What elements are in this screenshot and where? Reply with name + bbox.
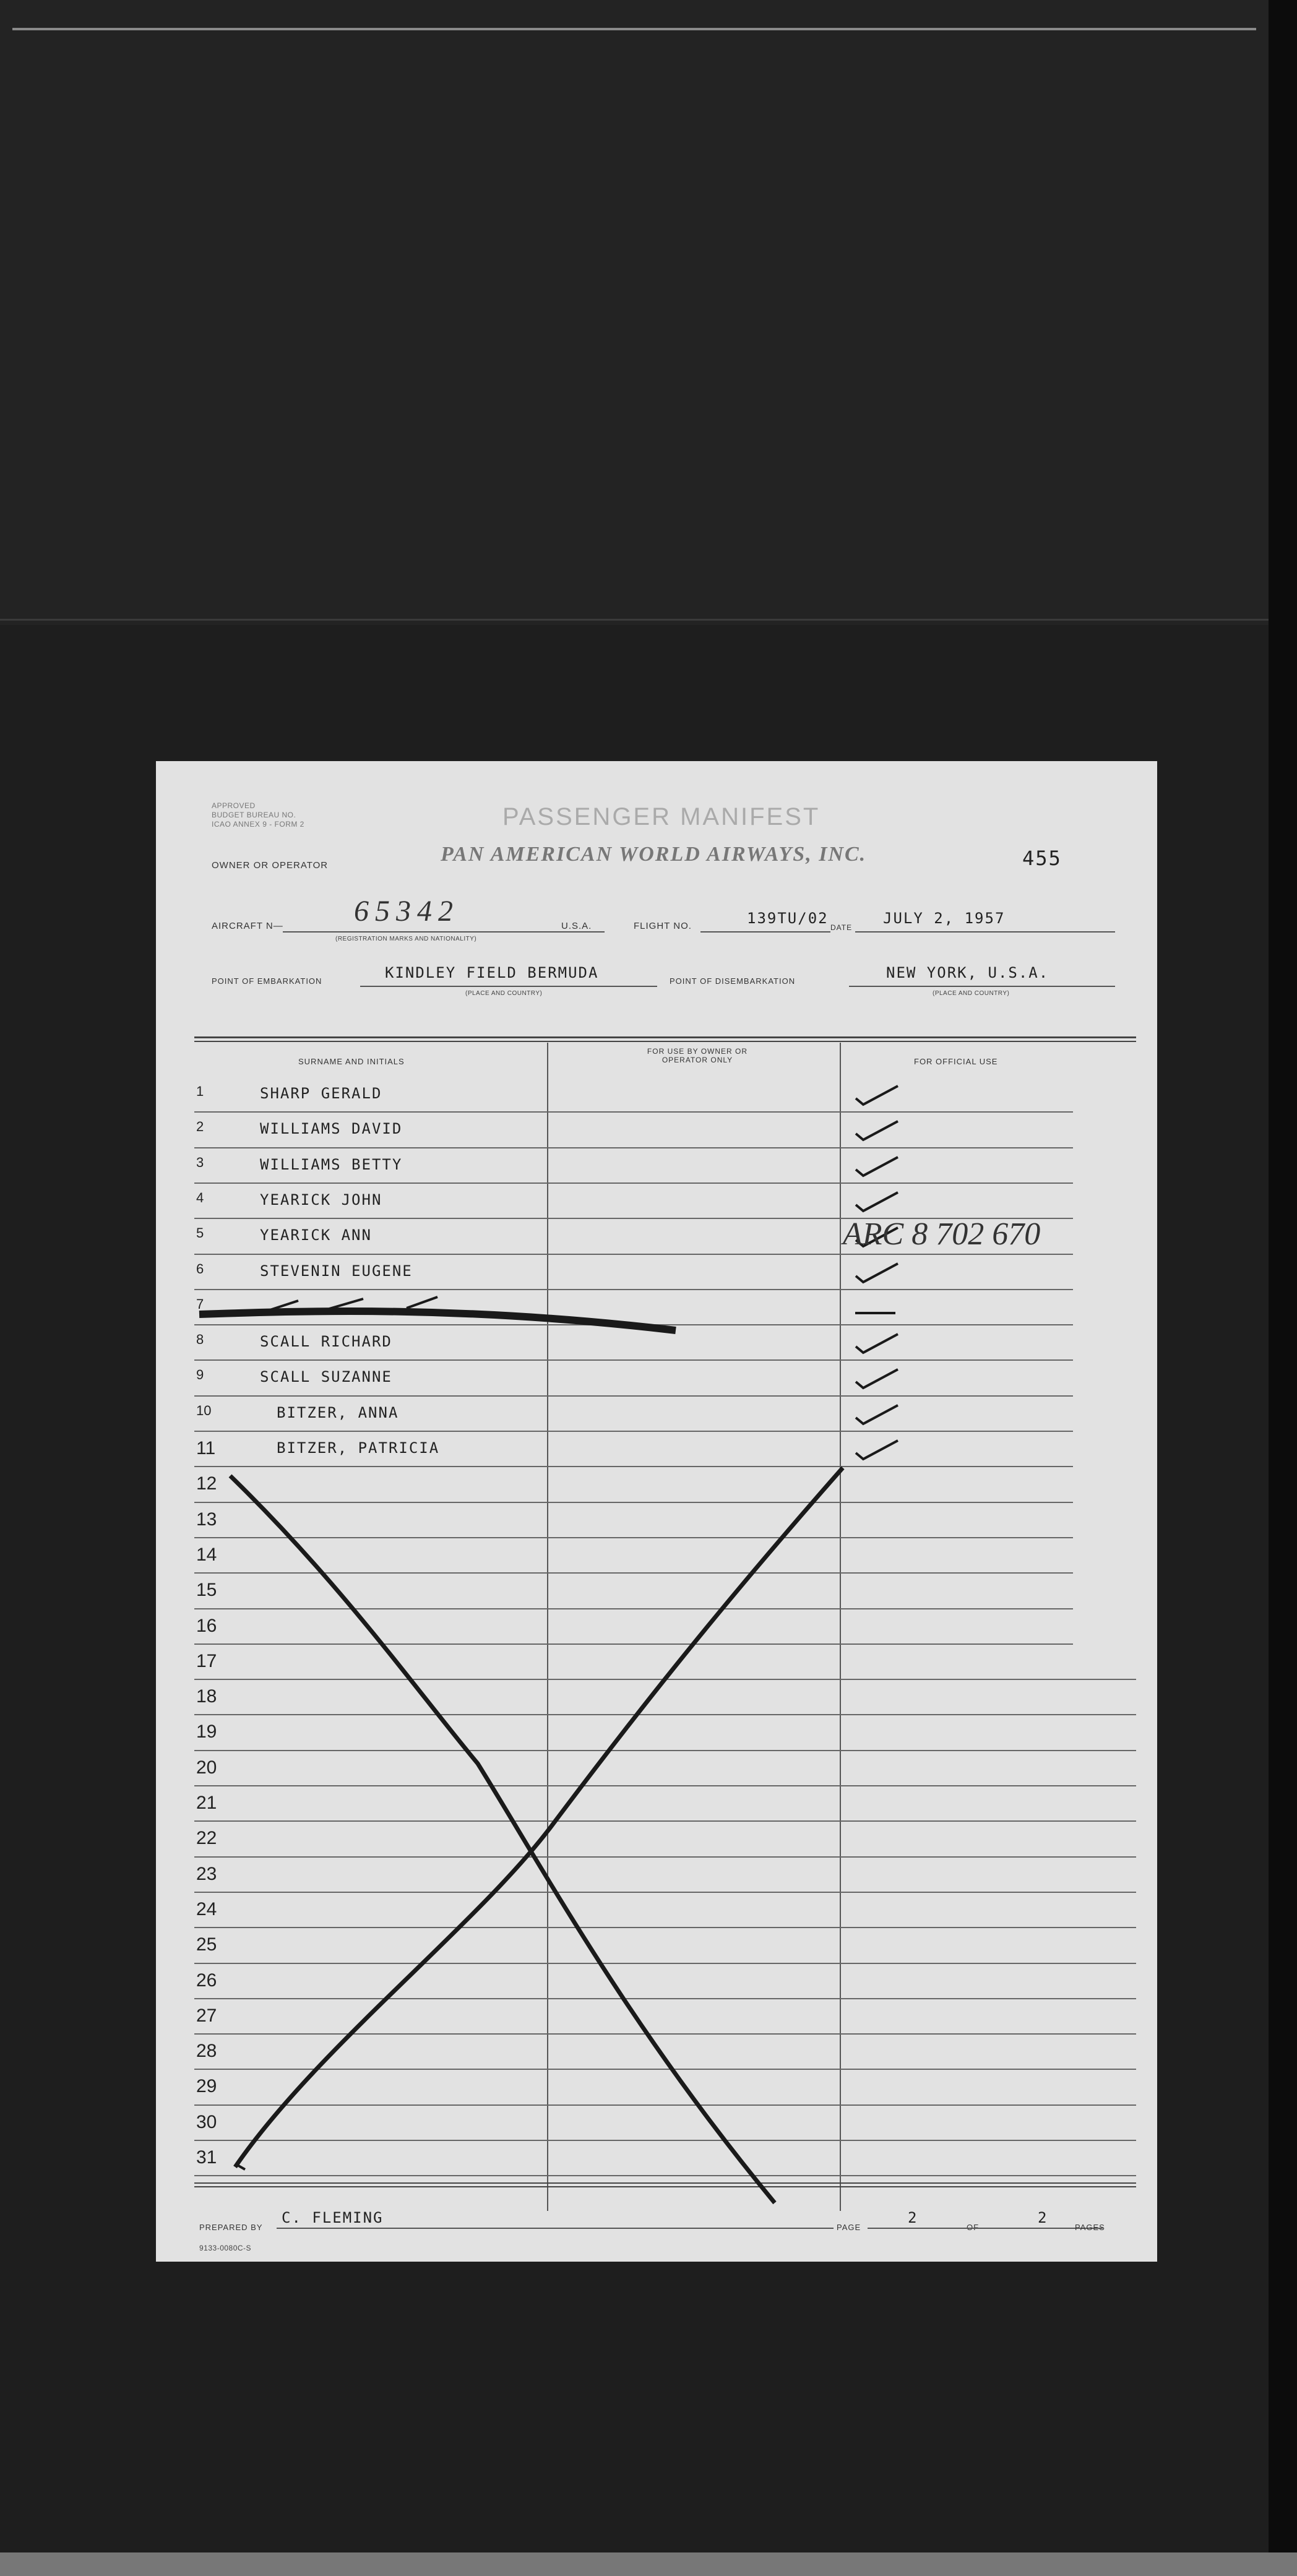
row-number: 24 [196, 1898, 217, 1919]
country-label: U.S.A. [561, 921, 592, 931]
approved-stamp: APPROVED [212, 801, 256, 810]
arc-annotation: ARC 8 702 670 [843, 1217, 1041, 1252]
column-header-owner-use: FOR USE BY OWNER OR OPERATOR ONLY [647, 1047, 748, 1064]
column-header-surname: SURNAME AND INITIALS [298, 1057, 405, 1066]
cross-out-stroke-1 [230, 1476, 775, 2203]
row-number: 2 [196, 1119, 204, 1135]
row-number: 30 [196, 2111, 217, 2132]
row-number: 27 [196, 2005, 217, 2026]
film-bottom-strip [0, 2552, 1297, 2576]
row-number: 25 [196, 1934, 217, 1955]
column-header-official-use: FOR OFFICIAL USE [914, 1057, 998, 1066]
row-number: 12 [196, 1473, 217, 1494]
pages-label: PAGES [1075, 2223, 1105, 2232]
page-serial: 455 [1022, 846, 1062, 870]
flight-number: 139TU/02 [747, 910, 829, 927]
row-number: 8 [196, 1332, 204, 1348]
film-divider [0, 619, 1297, 621]
row-number: 1 [196, 1083, 204, 1099]
form-code: 9133-0080C-S [199, 2244, 252, 2252]
page-total: 2 [1038, 2209, 1048, 2226]
film-edge-line [12, 28, 1256, 30]
row-number: 20 [196, 1757, 217, 1778]
passenger-name: YEARICK ANN [260, 1226, 372, 1244]
approved-sub: BUDGET BUREAU NO. [212, 811, 296, 819]
page-number: 2 [908, 2209, 918, 2226]
page-underline [868, 2228, 1103, 2229]
disembarkation-label: POINT OF DISEMBARKATION [670, 976, 796, 986]
passenger-name: BITZER, ANNA [277, 1403, 399, 1421]
owner-label: OWNER OR OPERATOR [212, 860, 329, 871]
cross-out-stroke-2 [235, 1468, 843, 2167]
flight-label: FLIGHT NO. [634, 921, 692, 931]
row-number: 7 [196, 1296, 204, 1312]
row-number: 26 [196, 1970, 217, 1991]
row-number: 23 [196, 1863, 217, 1884]
row-number: 17 [196, 1650, 217, 1671]
passenger-name: SCALL SUZANNE [260, 1368, 392, 1386]
row-number: 14 [196, 1544, 217, 1565]
row-7-strikethrough [199, 1311, 676, 1330]
disembarkation-caption: (PLACE AND COUNTRY) [933, 990, 1010, 997]
passenger-name: WILLIAMS BETTY [260, 1155, 403, 1173]
passenger-name: SHARP GERALD [260, 1085, 382, 1102]
row-number: 9 [196, 1367, 204, 1383]
row-number: 31 [196, 2147, 217, 2168]
page-label: PAGE [837, 2223, 861, 2232]
aircraft-label: AIRCRAFT N— [212, 921, 283, 931]
row-number: 10 [196, 1402, 212, 1418]
row-number: 15 [196, 1580, 217, 1601]
row-number: 18 [196, 1686, 217, 1707]
manifest-page [156, 761, 1157, 2262]
prepared-value: C. FLEMING [282, 2209, 384, 2226]
row-number: 11 [196, 1438, 216, 1458]
row-number: 4 [196, 1189, 204, 1205]
row-number: 6 [196, 1260, 204, 1277]
date-value: JULY 2, 1957 [883, 910, 1006, 927]
passenger-name: BITZER, PATRICIA [277, 1439, 440, 1457]
embarkation-caption: (PLACE AND COUNTRY) [465, 990, 543, 997]
row-number: 13 [196, 1509, 217, 1530]
row-number: 19 [196, 1721, 217, 1742]
prepared-label: PREPARED BY [199, 2223, 263, 2232]
disembarkation-value: NEW YORK, U.S.A. [886, 964, 1049, 981]
registration-caption: (REGISTRATION MARKS AND NATIONALITY) [335, 936, 477, 942]
microfilm-header-area [0, 0, 1297, 625]
row-number: 21 [196, 1793, 217, 1813]
row-number: 16 [196, 1615, 217, 1636]
row-number: 28 [196, 2041, 217, 2062]
aircraft-number: 65342 [354, 895, 459, 928]
pen-marks [156, 761, 1157, 2262]
film-side-border [1269, 0, 1297, 2576]
embarkation-label: POINT OF EMBARKATION [212, 976, 322, 986]
prepared-underline [277, 2228, 834, 2229]
row-number: 5 [196, 1225, 204, 1241]
passenger-name: YEARICK JOHN [260, 1191, 382, 1208]
page-title: PASSENGER MANIFEST [502, 803, 821, 830]
row-number: 22 [196, 1828, 217, 1849]
date-label: DATE [830, 923, 853, 932]
carrier-name: PAN AMERICAN WORLD AIRWAYS, INC. [441, 843, 867, 866]
row-number: 29 [196, 2076, 217, 2097]
embarkation-value: KINDLEY FIELD BERMUDA [385, 964, 599, 981]
passenger-name: SCALL RICHARD [260, 1333, 392, 1351]
passenger-name: STEVENIN EUGENE [260, 1262, 413, 1280]
icao-label: ICAO ANNEX 9 - FORM 2 [212, 820, 304, 829]
row-number: 3 [196, 1154, 204, 1170]
passenger-name: WILLIAMS DAVID [260, 1120, 403, 1138]
